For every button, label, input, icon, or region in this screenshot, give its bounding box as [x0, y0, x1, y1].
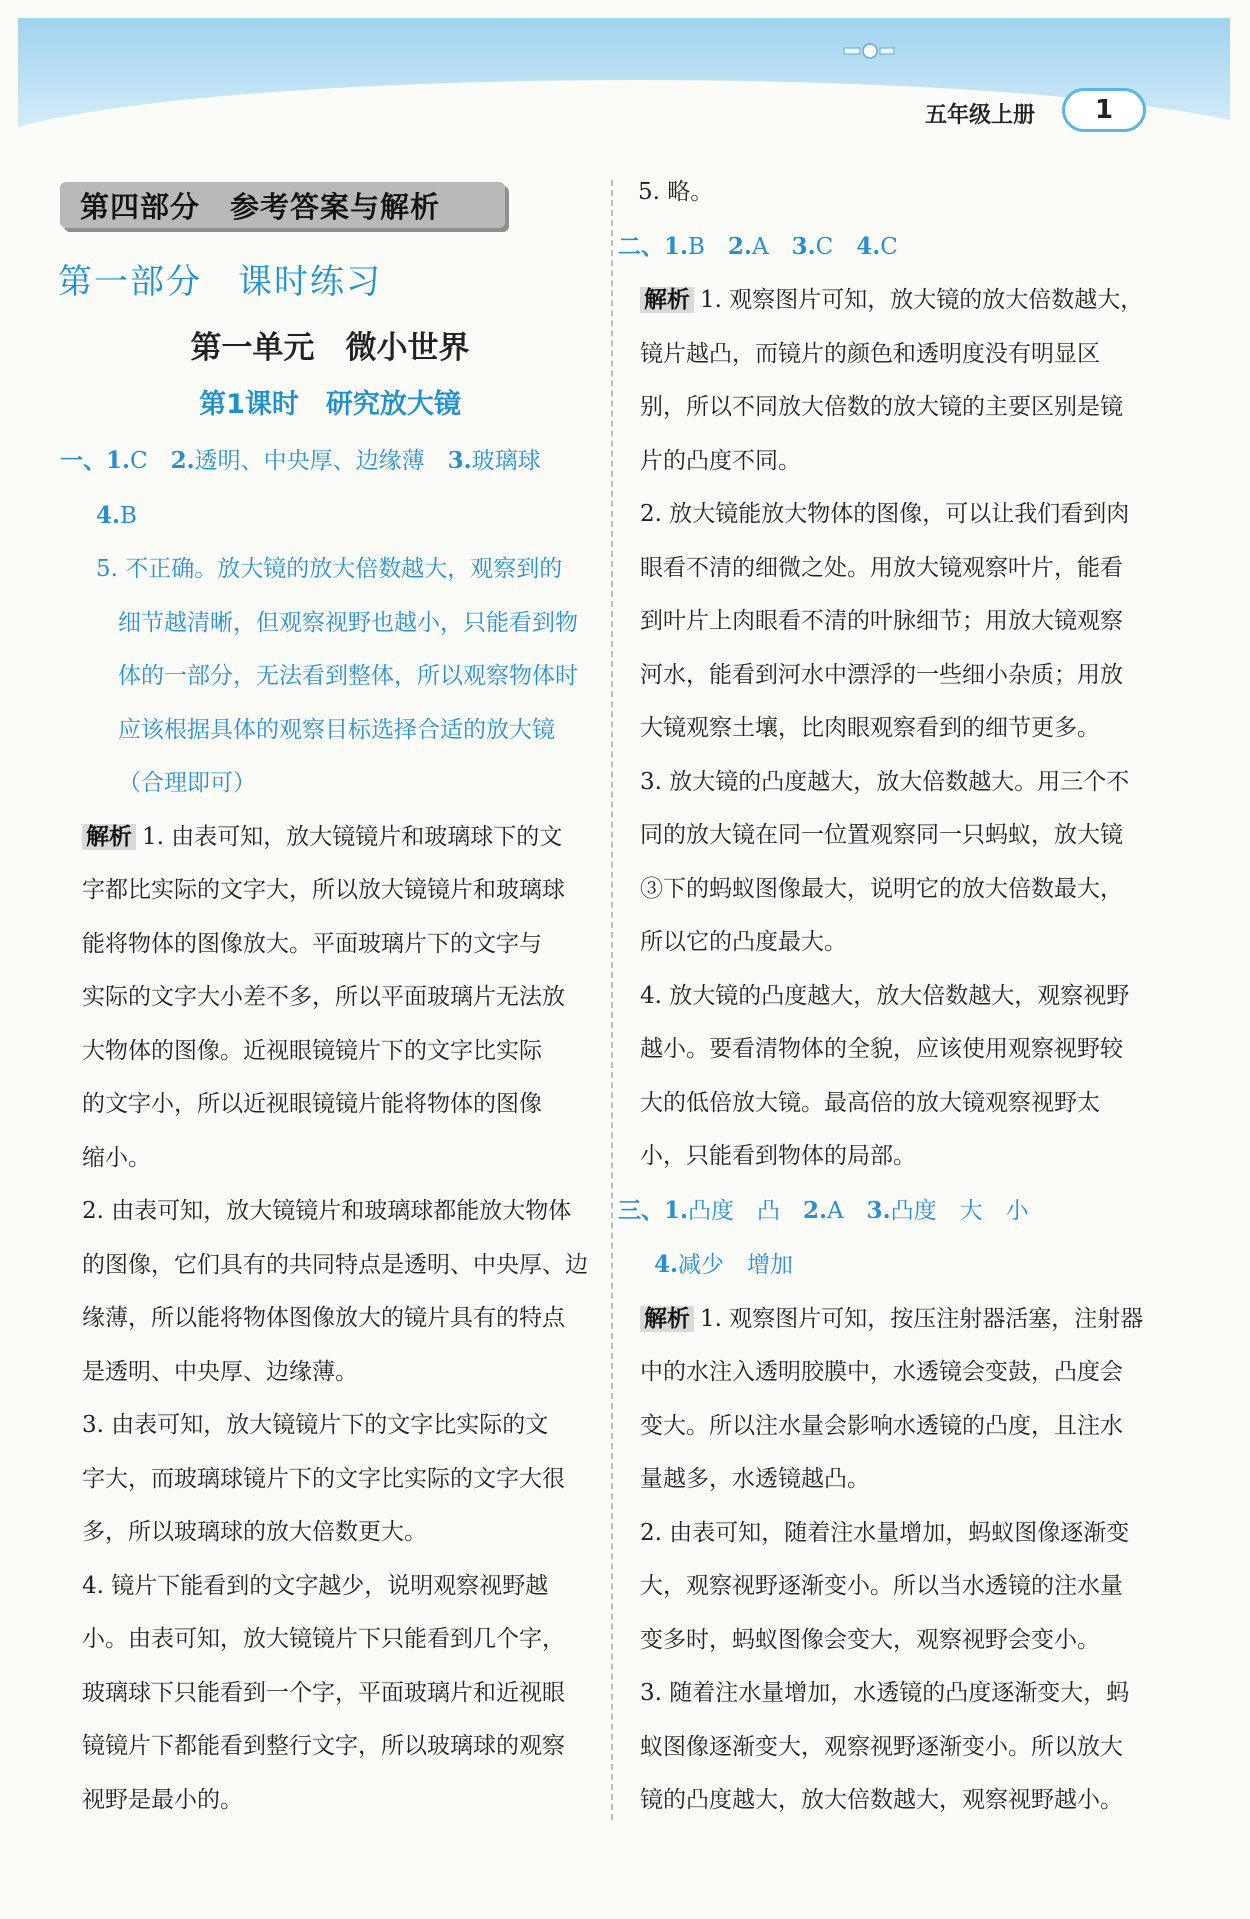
- answer-text: 体的一部分，无法看到整体，所以观察物体时: [118, 663, 578, 689]
- analysis-text: 大镜观察土壤，比肉眼观察看到的细节更多。: [640, 715, 1100, 741]
- unit-title: 第一单元 微小世界: [190, 330, 470, 366]
- analysis-text: 2. 由表可知，随着注水量增加，蚂蚁图像逐渐变: [640, 1519, 1130, 1546]
- analysis-text: ③下的蚂蚁图像最大，说明它的放大倍数最大，: [640, 875, 1123, 902]
- analysis-text: 是透明、中央厚、边缘薄。: [82, 1358, 358, 1385]
- banner-wave: [18, 80, 1230, 138]
- analysis-text: 越小。要看清物体的全貌，应该使用观察视野较: [640, 1036, 1123, 1062]
- answer-line: 二、1.B 2.A 3.C 4.C: [618, 232, 898, 260]
- analysis-text: 多，所以玻璃球的放大倍数更大。: [82, 1519, 427, 1545]
- part-title: 第一部分 课时练习: [58, 262, 382, 302]
- analysis-text: 河水，能看到河水中漂浮的一些细小杂质；用放: [640, 661, 1123, 688]
- lesson-title: 第1课时 研究放大镜: [199, 389, 461, 420]
- analysis-text: 量越多，水透镜越凸。: [640, 1466, 870, 1492]
- analysis-text: 所以它的凸度最大。: [640, 929, 847, 955]
- answer-line: 4.减少 增加: [654, 1251, 794, 1278]
- section-heading: 第四部分 参考答案与解析: [60, 182, 505, 228]
- analysis-text: 解析 1. 由表可知，放大镜镜片和玻璃球下的文: [60, 811, 600, 865]
- analysis-text: 字大，而玻璃球镜片下的文字比实际的文字大很: [82, 1465, 565, 1492]
- answer-text: 应该根据具体的观察目标选择合适的放大镜: [118, 716, 555, 743]
- analysis-text: 玻璃球下只能看到一个字，平面玻璃片和近视眼: [82, 1679, 565, 1706]
- analysis-text: 镜片越凸，而镜片的颜色和透明度没有明显区: [640, 340, 1100, 367]
- analysis-text: 字都比实际的文字大，所以放大镜镜片和玻璃球: [82, 877, 565, 903]
- left-column: [60, 434, 600, 1827]
- analysis-text: 实际的文字大小差不多，所以平面玻璃片无法放: [82, 984, 565, 1010]
- grade-label: 五年级上册: [925, 103, 1036, 128]
- analysis-text: 2. 放大镜能放大物体的图像，可以让我们看到肉: [640, 501, 1130, 527]
- right-column: [618, 166, 1178, 1828]
- analysis-text: 缩小。: [82, 1144, 151, 1171]
- analysis-text: 4. 镜片下能看到的文字越少，说明观察视野越: [82, 1572, 549, 1599]
- analysis-text: 大物体的图像。近视眼镜镜片下的文字比实际: [82, 1037, 542, 1064]
- analysis-text: 变大。所以注水量会影响水透镜的凸度，且注水: [640, 1412, 1123, 1439]
- analysis-text: 4. 放大镜的凸度越大，放大倍数越大，观察视野: [640, 982, 1130, 1009]
- answer-text: 5. 略。: [638, 179, 714, 205]
- analysis-label: 解析: [82, 824, 136, 850]
- analysis-text: 片的凸度不同。: [640, 447, 801, 474]
- analysis-text: 能将物体的图像放大。平面玻璃片下的文字与: [82, 930, 542, 957]
- analysis-text: 3. 由表可知，放大镜镜片下的文字比实际的文: [82, 1412, 549, 1438]
- analysis-label: 解析: [640, 1306, 694, 1332]
- analysis-text: 解析 1. 观察图片可知，按压注射器活塞，注射器: [618, 1293, 1178, 1347]
- answer-text: 5. 不正确。放大镜的放大倍数越大，观察到的: [96, 556, 563, 582]
- analysis-text: 变多时，蚂蚁图像会变大，观察视野会变小。: [640, 1626, 1100, 1653]
- analysis-text: 视野是最小的。: [82, 1786, 243, 1813]
- analysis-text: 蚁图像逐渐变大，观察视野逐渐变小。所以放大: [640, 1733, 1123, 1760]
- analysis-text: 小。由表可知，放大镜镜片下只能看到几个字，: [82, 1626, 565, 1652]
- analysis-text: 同的放大镜在同一位置观察同一只蚂蚁，放大镜: [640, 822, 1123, 848]
- analysis-text: 镜的凸度越大，放大倍数越大，观察视野越小。: [640, 1787, 1123, 1813]
- analysis-text: 的图像，它们具有的共同特点是透明、中央厚、边: [82, 1251, 588, 1278]
- answer-line: 4.B: [96, 501, 137, 529]
- answer-text: （合理即可）: [118, 770, 256, 796]
- analysis-text: 中的水注入透明胶膜中，水透镜会变鼓，凸度会: [640, 1359, 1123, 1385]
- analysis-text: 别，所以不同放大倍数的放大镜的主要区别是镜: [640, 394, 1123, 420]
- answer-line: 三、1.凸度 凸 2.A 3.凸度 大 小: [618, 1196, 1029, 1224]
- analysis-text: 的文字小，所以近视眼镜镜片能将物体的图像: [82, 1091, 542, 1117]
- header-banner: [18, 18, 1230, 138]
- analysis-text: 眼看不清的细微之处。用放大镜观察叶片，能看: [640, 554, 1123, 581]
- analysis-text: 大，观察视野逐渐变小。所以当水透镜的注水量: [640, 1573, 1123, 1599]
- analysis-text: 到叶片上肉眼看不清的叶脉细节；用放大镜观察: [640, 608, 1123, 634]
- analysis-text: 3. 随着注水量增加，水透镜的凸度逐渐变大，蚂: [640, 1680, 1130, 1706]
- page-number: 1: [1062, 88, 1146, 132]
- analysis-text: 大的低倍放大镜。最高倍的放大镜观察视野太: [640, 1089, 1100, 1116]
- analysis-text: 镜镜片下都能看到整行文字，所以玻璃球的观察: [82, 1733, 565, 1759]
- analysis-text: 2. 由表可知，放大镜镜片和玻璃球都能放大物体: [82, 1198, 572, 1224]
- analysis-text: 3. 放大镜的凸度越大，放大倍数越大。用三个不: [640, 768, 1130, 795]
- analysis-label: 解析: [640, 287, 694, 313]
- satellite-icon: [838, 32, 898, 72]
- analysis-text: 缘薄，所以能将物体图像放大的镜片具有的特点: [82, 1305, 565, 1331]
- answer-line: 一、1.C 2.透明、中央厚、边缘薄 3.玻璃球: [60, 447, 541, 474]
- column-divider: [611, 180, 613, 1820]
- answer-text: 细节越清晰，但观察视野也越小，只能看到物: [118, 609, 578, 636]
- analysis-text: 小，只能看到物体的局部。: [640, 1143, 916, 1169]
- analysis-text: 解析 1. 观察图片可知，放大镜的放大倍数越大，: [618, 274, 1178, 328]
